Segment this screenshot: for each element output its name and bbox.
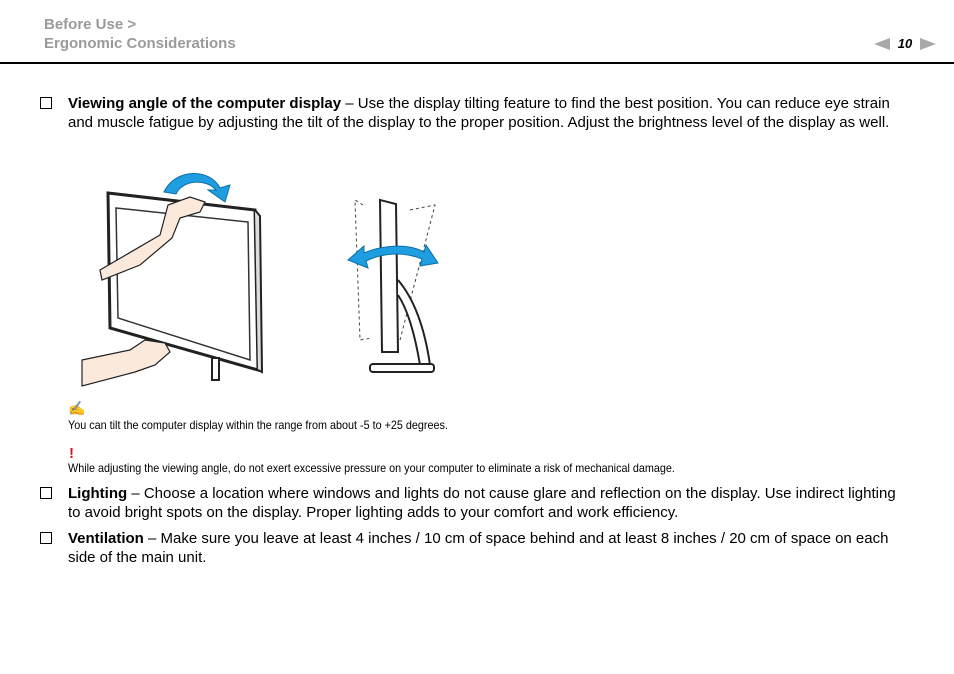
checkbox-bullet-icon [40,97,52,109]
note-pencil-icon: ✍ [68,400,86,416]
bullet-title: Lighting [68,485,128,502]
bullet-ventilation [40,529,910,567]
bullet-viewing-angle [40,94,910,132]
checkbox-bullet-icon [40,532,52,544]
next-page-arrow-icon[interactable] [920,38,936,50]
page-number: 10 [897,36,913,51]
bullet-title: Viewing angle of the computer display [68,95,342,112]
breadcrumb-page[interactable]: Ergonomic Considerations [44,35,236,52]
note-text: You can tilt the computer display within the range from about -5 to +25 degrees. [68,418,448,432]
bullet-text: – Choose a location where windows and lights do not cause glare and reflection on the display. Use indirect lighting to avoid bright spots on the display. Proper lighting adds to your comfort and work efficiency. [68,485,896,521]
header-divider [0,62,954,64]
bullet-lighting [40,484,910,522]
bullet-text: – Use the display tilting feature to find the best position. You can reduce eye strain and muscle fatigue by adjusting the tilt of the display to the proper position. Adjust the brightness level of the display as well. [68,95,890,131]
monitor-side-view [355,200,435,372]
display-tilt-illustration [80,160,460,390]
bullet-text: – Make sure you leave at least 4 inches / 10 cm of space behind and at least 8 inches / 20 cm of space on each side of the main unit. [68,530,889,566]
previous-page-arrow-icon[interactable] [874,38,890,50]
page-header [0,0,954,64]
page-navigation [874,36,936,51]
checkbox-bullet-icon [40,487,52,499]
rotate-arrow-icon [164,173,230,202]
breadcrumb-section[interactable]: Before Use > [44,16,137,33]
lower-hand [82,340,170,386]
bullet-title: Ventilation [68,530,144,547]
caution-icon: ! [69,445,74,462]
caution-text: While adjusting the viewing angle, do not exert excessive pressure on your computer to eliminate a risk of mechanical damage. [68,461,675,475]
